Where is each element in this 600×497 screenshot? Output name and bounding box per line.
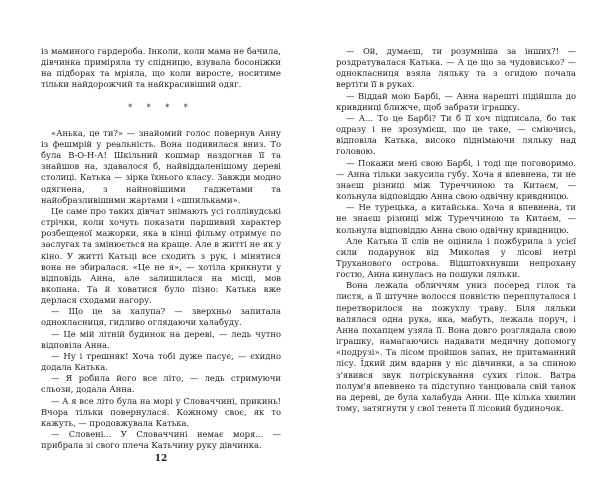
paragraph: — Що це за халупа? — зверхньо запитала однокласниця, гидливо оглядаючи халабуду. [41, 306, 281, 328]
right-page-text [336, 46, 576, 414]
paragraph: — А я все літо була на морі у Словаччині, прикинь! Вчора тільки повернулася. Кожному своє, як то кажуть, — продовжувала Катька. [41, 395, 281, 428]
paragraph-continued: із маминого гардероба. Інколи, коли мама не бачила, дівчинка приміряла ту спідницю, взувала босоніжки на підборах та мріяла, що коли виросте, носитиме тільки найдорожчий та найкрасивіший одяг. [41, 46, 281, 90]
paragraph: — Ну і трешняк! Хоча тобі дуже пасує, — єхидно додала Катька. [41, 350, 281, 373]
paragraph: Вона лежала обличчям униз посеред гілок та листя, а її штучне волосся повністю переплуталося і перетворилося на пожухлу траву. Біля ляльки валялася одна рука, яка, мабуть, лежала поруч, і Анна похапцем узяла її. Вона довго розглядала свою іграшку, намагаючись надавати медичну допомогу «подрузі». Та лісом пройшов запах, не притаманний лісу. Їдкий дим вдарив у ніс дівчинки, а за спиною з'явився звук потріскування сухих гілок. Ватра полум'я впевнено та підступно танцювала свій танок на дереві, де була халабуда Анни. Ще кілька хвилин тому, затягнути у свої тенета її лісовий будиночок. [336, 280, 576, 413]
paragraph: Це саме про таких дівчат знімають усі голлівудські стрічки, коли хочуть показати паршивий характер розбещеної мажорки, яка в кінці фільму отримує по заслугах та змінюється на краще. Але в житті не як у кіно. У житті Катьці все сходить з рук, і мінятися вона не збиралася. «Це не я», — хотіла крикнути у відповідь Анна, але залишилася на місці, мов вкопана. Та й ховатися було пізно: Катька вже дерлася сходами нагору. [41, 205, 281, 306]
left-page-text [41, 46, 281, 451]
page-number: 12 [154, 454, 168, 464]
paragraph: — Словені... У Словаччині немає моря... — прибрала зі свого плеча Катьчину руку дівчинка. [41, 429, 281, 451]
paragraph: — А... То це Барбі? Ти б її хоч підписала, бо так одразу і не зрозумієш, що це таке, — сміючись, відповіла Катька, високо піднімаючи ляльку над головою. [336, 112, 576, 157]
paragraph: — Не турецька, а китайська. Хоча я впевнена, ти не знаєш різниці між Туреччиною та Китаєм, — кольнула відповіддю Анна свою одвічну кривдницю. [336, 202, 576, 235]
paragraph: — Я робила його все літо, — ледь стримуючи сльози, додала Анна. [41, 373, 281, 395]
section-separator: * * * * [128, 102, 194, 112]
paragraph: Але Катька її слів не оцінила і пожбурила з усієї сили подарунок від Миколая у лісові нетрі Труханового острова. Відштовхнувши непрохану гостю, Анна кинулась на пошуки ляльки. [336, 235, 576, 280]
paragraph: — Покажи мені свою Барбі, і тоді ще поговоримо. — Анна тільки закусила губу. Хоча я впевнена, ти не знаєш різниці між Туреччиною та Китаєм, — кольнула відповіддю Анна свою одвічну кривдницю. [336, 157, 576, 202]
paragraph: «Анька, це ти?» — знайомий голос повернув Анну із фешмрій у реальність. Вона подивилася вниз. То була В-О-Н-А! Шкільний кошмар наздогнав її та знайшов на, здавалося б, найвіддаленішому дереві столиці. Катька — зірка їхнього класу. Завжди модно одягнена, з найновішими гаджетами та найобразливішими жартами і «шпильками». [41, 127, 281, 205]
paragraph: — Віддай мою Барбі, — Анна нарешті підійшла до кривдниці ближче, щоб забрати іграшку. [336, 90, 576, 112]
paragraph: — Це мій літній будинок на дереві, — ледь чутно відповіла Анна. [41, 328, 281, 350]
paragraph: — Ой, думаєш, ти розумніша за інших?! — роздратувалася Катька. — А це що за чудовисько? — однокласниця взяла ляльку та з огидою почала вертіти її в руках. [336, 46, 576, 90]
